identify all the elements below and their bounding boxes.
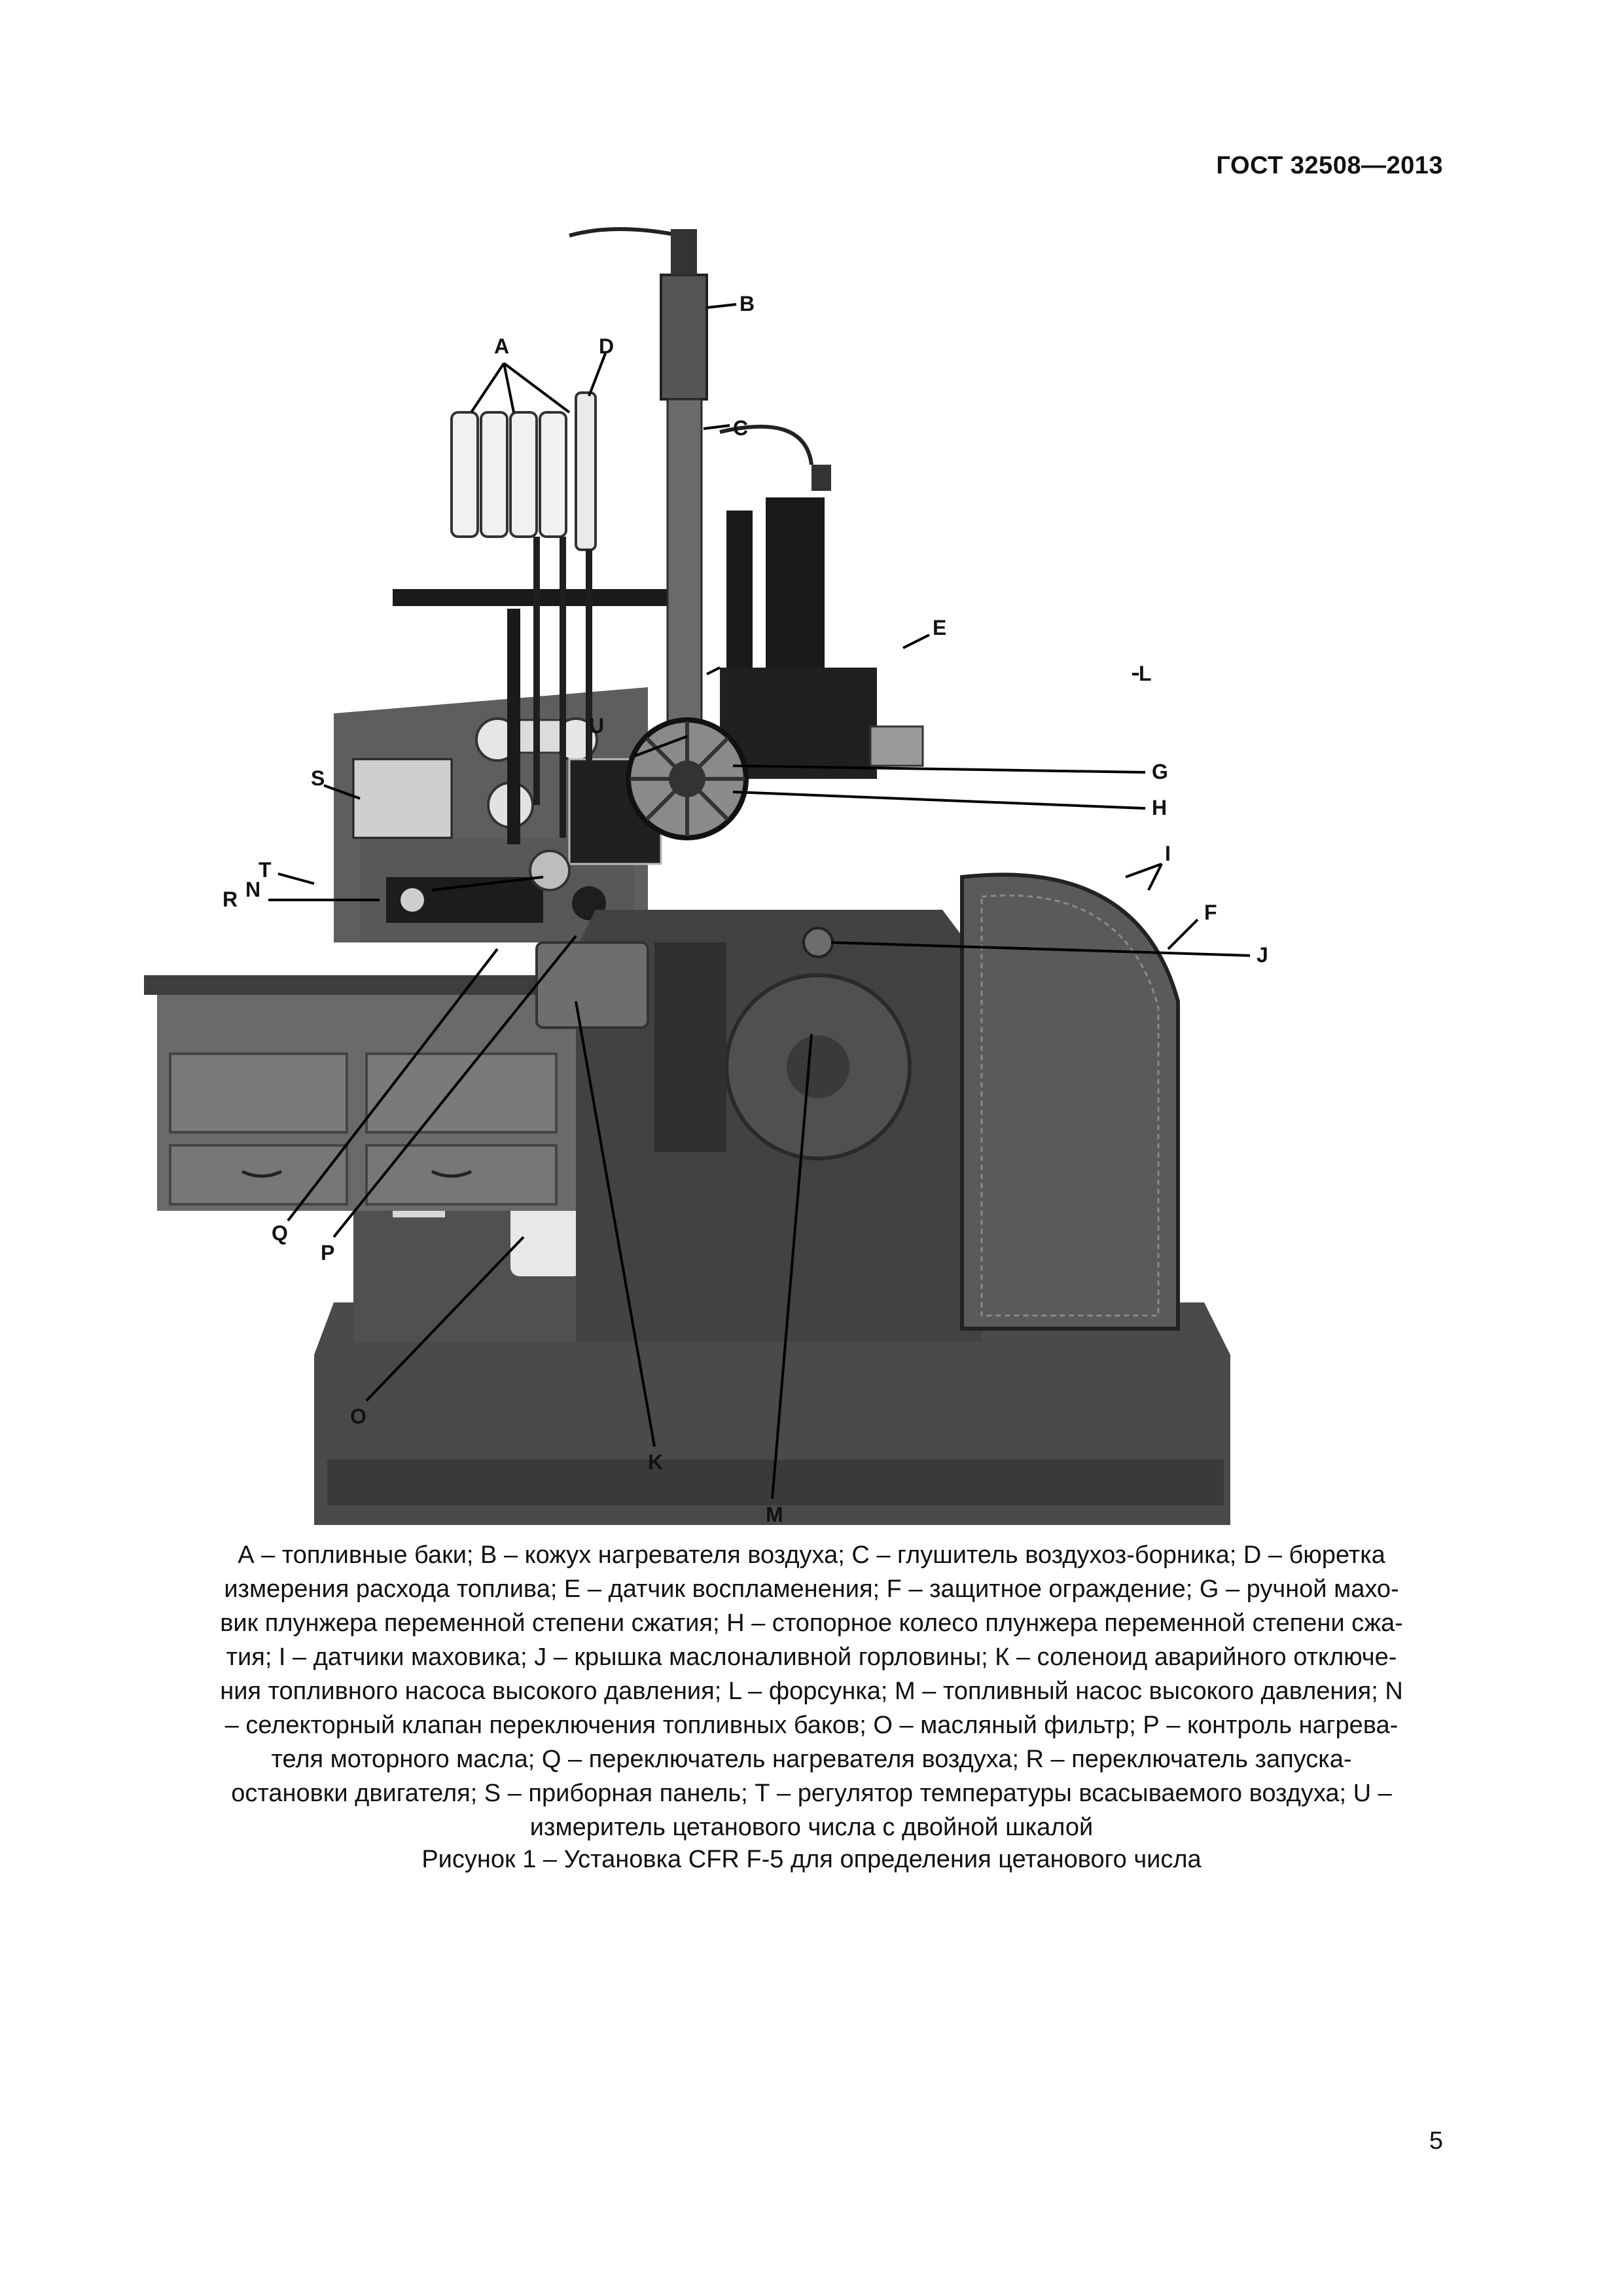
- callout-n: N: [245, 878, 261, 901]
- callout-b: B: [740, 292, 755, 315]
- workbench-top: [144, 975, 602, 995]
- injector: [870, 726, 923, 766]
- callout-e: E: [933, 616, 947, 639]
- callout-o: O: [350, 1405, 366, 1428]
- callout-q: Q: [272, 1221, 288, 1245]
- caption-line: измерения расхода топлива; Е – датчик воспламенения; F – защитное ограждение; G – ручной махо-: [224, 1575, 1399, 1603]
- shutoff-solenoid: [537, 942, 648, 1028]
- callout-t: T: [259, 858, 272, 882]
- callout-s: S: [311, 766, 325, 790]
- air-heater-housing: [661, 275, 707, 399]
- callout-i: I: [1165, 842, 1171, 865]
- figure-title: Рисунок 1 – Установка CFR F-5 для определения цетанового числа: [421, 1846, 1202, 1873]
- caption-line: А – топливные баки; В – кожух нагревателя воздуха; С – глушитель воздухоз-борника; D – бюретка: [238, 1541, 1385, 1569]
- callout-f: F: [1204, 901, 1217, 924]
- page-number: 5: [1429, 2127, 1443, 2155]
- callout-j: J: [1257, 943, 1268, 967]
- callout-h: H: [1152, 796, 1168, 819]
- caption-line: – селекторный клапан переключения топливных баков; О – масляный фильтр; Р – контроль нагрева-: [224, 1712, 1399, 1739]
- intake-muffler: [668, 399, 702, 740]
- callout-u: U: [589, 714, 605, 738]
- temp-controller-panel: [353, 759, 452, 838]
- caption-line: тия; I – датчики маховика; J – крышка маслоналивной горловины; К – соленоид аварийного отключе-: [226, 1643, 1397, 1671]
- caption-line: измеритель цетанового числа с двойной шкалой: [529, 1814, 1094, 1841]
- caption-line: остановки двигателя; S – приборная панель; Т – регулятор температуры всасываемого воздуха; U –: [231, 1780, 1392, 1807]
- standard-code: ГОСТ 32508—2013: [1216, 152, 1443, 179]
- fuel-selector-valve: [530, 851, 569, 890]
- fuel-injection-pump: [654, 942, 726, 1152]
- callout-l: L: [1139, 662, 1152, 685]
- oil-filler-cap: [804, 928, 832, 957]
- callout-c: C: [733, 416, 749, 440]
- figure-caption: [131, 1538, 1492, 1844]
- callout-k: K: [648, 1450, 664, 1474]
- burette: [576, 393, 596, 550]
- callout-a: A: [494, 334, 510, 358]
- callout-r: R: [223, 888, 238, 911]
- callout-m: M: [766, 1503, 783, 1526]
- callout-g: G: [1152, 760, 1168, 783]
- callout-d: D: [599, 334, 615, 358]
- callout-p: P: [321, 1241, 335, 1265]
- caption-line: ния топливного насоса высокого давления; L – форсунка; М – топливный насос высокого давления; N: [220, 1677, 1403, 1705]
- caption-line: теля моторного масла; Q – переключатель нагревателя воздуха; R – переключатель запуска-: [271, 1746, 1352, 1773]
- engine-photo: [118, 216, 1335, 1535]
- flywheel-guard: [962, 874, 1178, 1329]
- caption-line: вик плунжера переменной степени сжатия; Н – стопорное колесо плунжера переменной степени сжа-: [220, 1609, 1403, 1637]
